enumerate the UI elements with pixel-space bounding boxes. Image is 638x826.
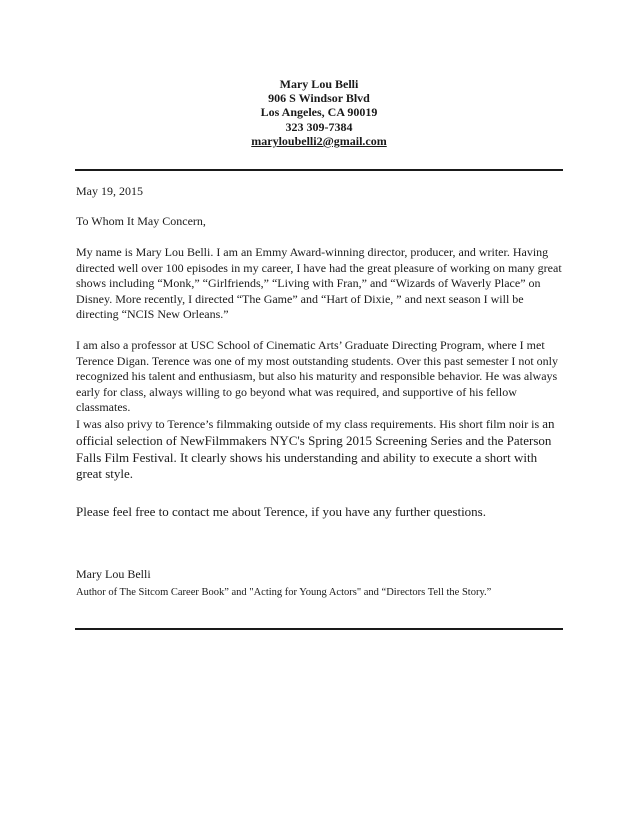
sender-city: Los Angeles, CA 90019 bbox=[260, 105, 378, 120]
footer-divider bbox=[75, 628, 563, 630]
paragraph-closing: Please feel free to contact me about Terence, if you have any further questions. bbox=[76, 504, 486, 519]
sender-name: Mary Lou Belli bbox=[279, 77, 359, 91]
sender-street: 906 S Windsor Blvd bbox=[268, 91, 370, 106]
header-divider bbox=[75, 169, 563, 171]
signature-title: Author of The Sitcom Career Book” and "Acting for Young Actors" and “Directors Tell the Story.” bbox=[76, 587, 492, 598]
letter-date: May 19, 2015 bbox=[76, 184, 143, 198]
letter-salutation: To Whom It May Concern, bbox=[76, 214, 206, 228]
paragraph-filmmaking-lead: I was also privy to Terence’s filmmaking outside of my class requirements. His short film noir is bbox=[76, 417, 540, 431]
signature-name: Mary Lou Belli bbox=[76, 567, 151, 581]
paragraph-introduction: My name is Mary Lou Belli. I am an Emmy Award-winning director, producer, and writer. Having directed well over 100 episodes in my career, I have had the great pleasure of working on many great shows including “Monk,” “Girlfriends,” “Living with Fran,” and “Wizards of Waverly Place” on Disney. More recently, I directed “The Game” and “Hart of Dixie, ” and next season I will be directing “NCIS New Orleans.” bbox=[76, 245, 562, 322]
sender-email-link[interactable]: maryloubelli2@gmail.com bbox=[251, 133, 387, 148]
paragraph-professor: I am also a professor at USC School of Cinematic Arts’ Graduate Directing Program, where I met Terence Digan. Terence was one of my most outstanding students. Over this past semester I not only recognized his talent and enthusiasm, but also his maturity and responsible behavior. He was always early for class, always willing to go beyond what was required, and supportive of his fellow classmates. bbox=[76, 338, 558, 415]
sender-phone: 323 309-7384 bbox=[285, 119, 353, 134]
paragraph-filmmaking-rest: an official selection of NewFilmmakers NYC's Spring 2015 Screening Series and the Paterson Falls Film Festival. It clearly shows his understanding and ability to execute a short with great style. bbox=[76, 416, 555, 482]
letterhead bbox=[0, 77, 638, 148]
paragraph-filmmaking bbox=[76, 416, 566, 483]
